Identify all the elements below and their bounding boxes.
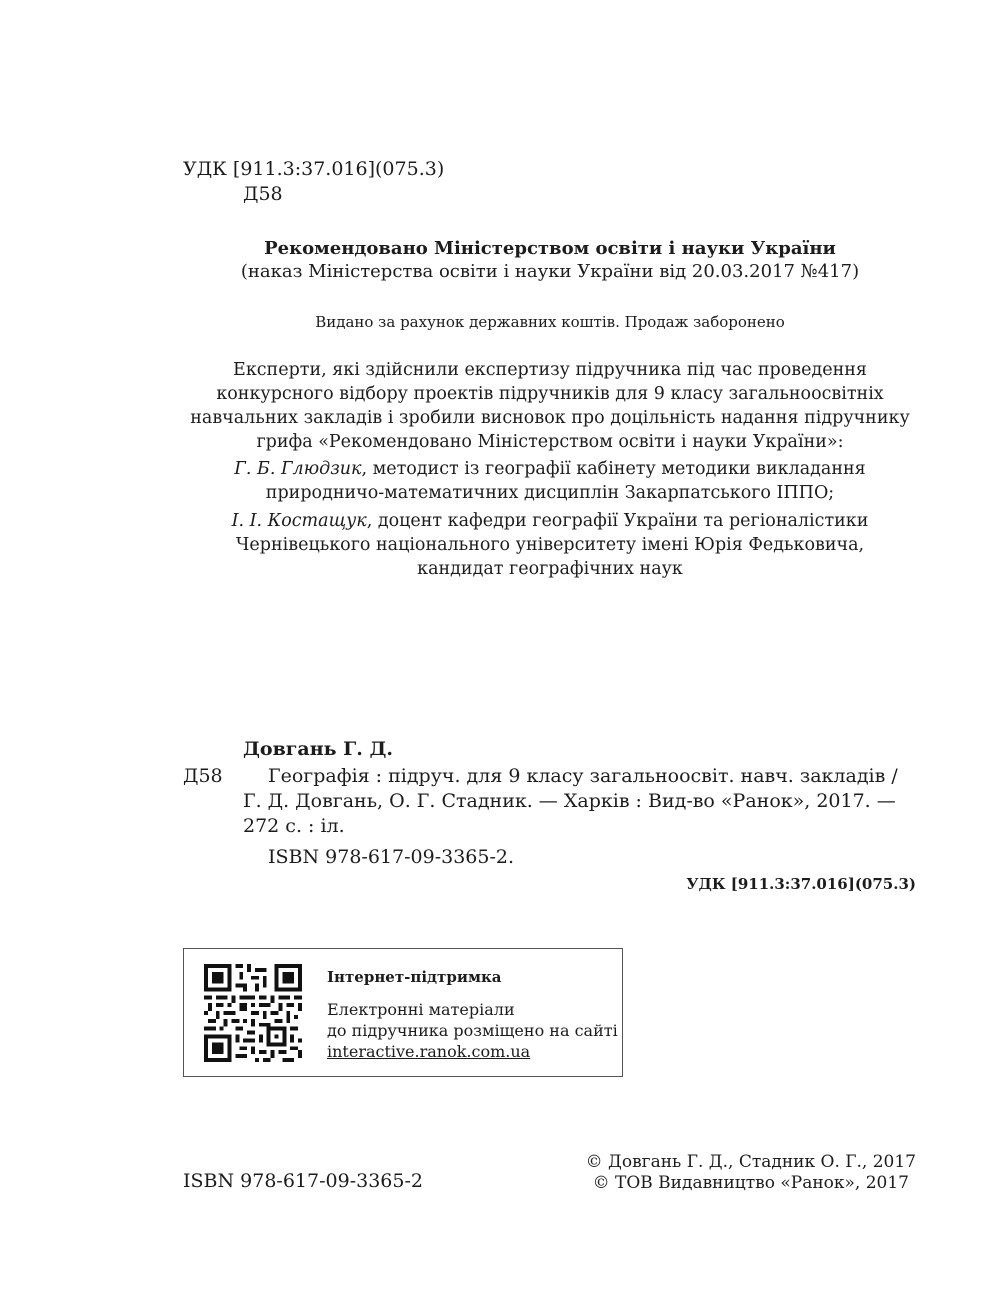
funding-note: Видано за рахунок державних коштів. Продаж заборонено <box>315 313 785 331</box>
recommendation-title: Рекомендовано Міністерством освіти і науки України <box>264 238 836 259</box>
catalog-udk: УДК [911.3:37.016](075.3) <box>686 875 916 893</box>
expert-1-name: Г. Б. Глюдзик <box>234 459 362 479</box>
expert-1-desc-2: природничо-математичних дисциплін Закарпатського ІППО; <box>265 483 835 503</box>
udk-top: УДК [911.3:37.016](075.3) <box>183 158 445 180</box>
copyright-authors: © Довгань Г. Д., Стадник О. Г., 2017 <box>585 1152 916 1172</box>
footer-isbn: ISBN 978-617-09-3365-2 <box>183 1170 423 1192</box>
catalog-line-2: Г. Д. Довгань, О. Г. Стадник. — Харків : Вид-во «Ранок», 2017. — <box>243 790 896 812</box>
internet-support-box <box>183 948 623 1077</box>
catalog-code: Д58 <box>183 765 223 787</box>
support-line-1: Електронні матеріали <box>327 1000 515 1019</box>
experts-block <box>170 358 930 581</box>
support-link[interactable]: interactive.ranok.com.ua <box>327 1042 531 1061</box>
catalog-line-3: 272 с. : іл. <box>243 815 345 837</box>
support-line-2: до підручника розміщено на сайті <box>327 1021 618 1040</box>
support-title: Інтернет-підтримка <box>327 968 502 986</box>
expert-1-desc: , методист із географії кабінету методики викладання <box>361 459 866 479</box>
expert-2 <box>170 509 930 533</box>
expert-1 <box>170 457 930 481</box>
recommendation-order: (наказ Міністерства освіти і науки України від 20.03.2017 №417) <box>240 261 860 282</box>
experts-intro-line: грифа «Рекомендовано Міністерством освіти і науки України»: <box>256 432 844 452</box>
experts-intro-line: конкурсного відбору проектів підручників для 9 класу загальноосвітніх <box>216 384 884 404</box>
expert-2-desc: , доцент кафедри географії України та регіоналістики <box>366 511 869 531</box>
expert-2-desc-2: Чернівецького національного університету імені Юрія Федьковича, <box>235 535 865 555</box>
experts-intro-line: навчальних закладів і зробили висновок про доцільність надання підручнику <box>190 408 910 428</box>
experts-intro-line: Експерти, які здійснили експертизу підручника під час проведення <box>233 360 867 380</box>
copyright-publisher: © ТОВ Видавництво «Ранок», 2017 <box>592 1173 909 1193</box>
catalog-author: Довгань Г. Д. <box>243 738 393 760</box>
expert-2-name: І. І. Костащук <box>231 511 367 531</box>
expert-2-desc-3: кандидат географічних наук <box>417 559 683 579</box>
catalog-line-1: Географія : підруч. для 9 класу загальноосвіт. навч. закладів / <box>268 765 898 787</box>
code-top: Д58 <box>243 183 283 205</box>
qr-code-icon <box>204 964 302 1062</box>
catalog-isbn: ISBN 978-617-09-3365-2. <box>268 846 515 868</box>
